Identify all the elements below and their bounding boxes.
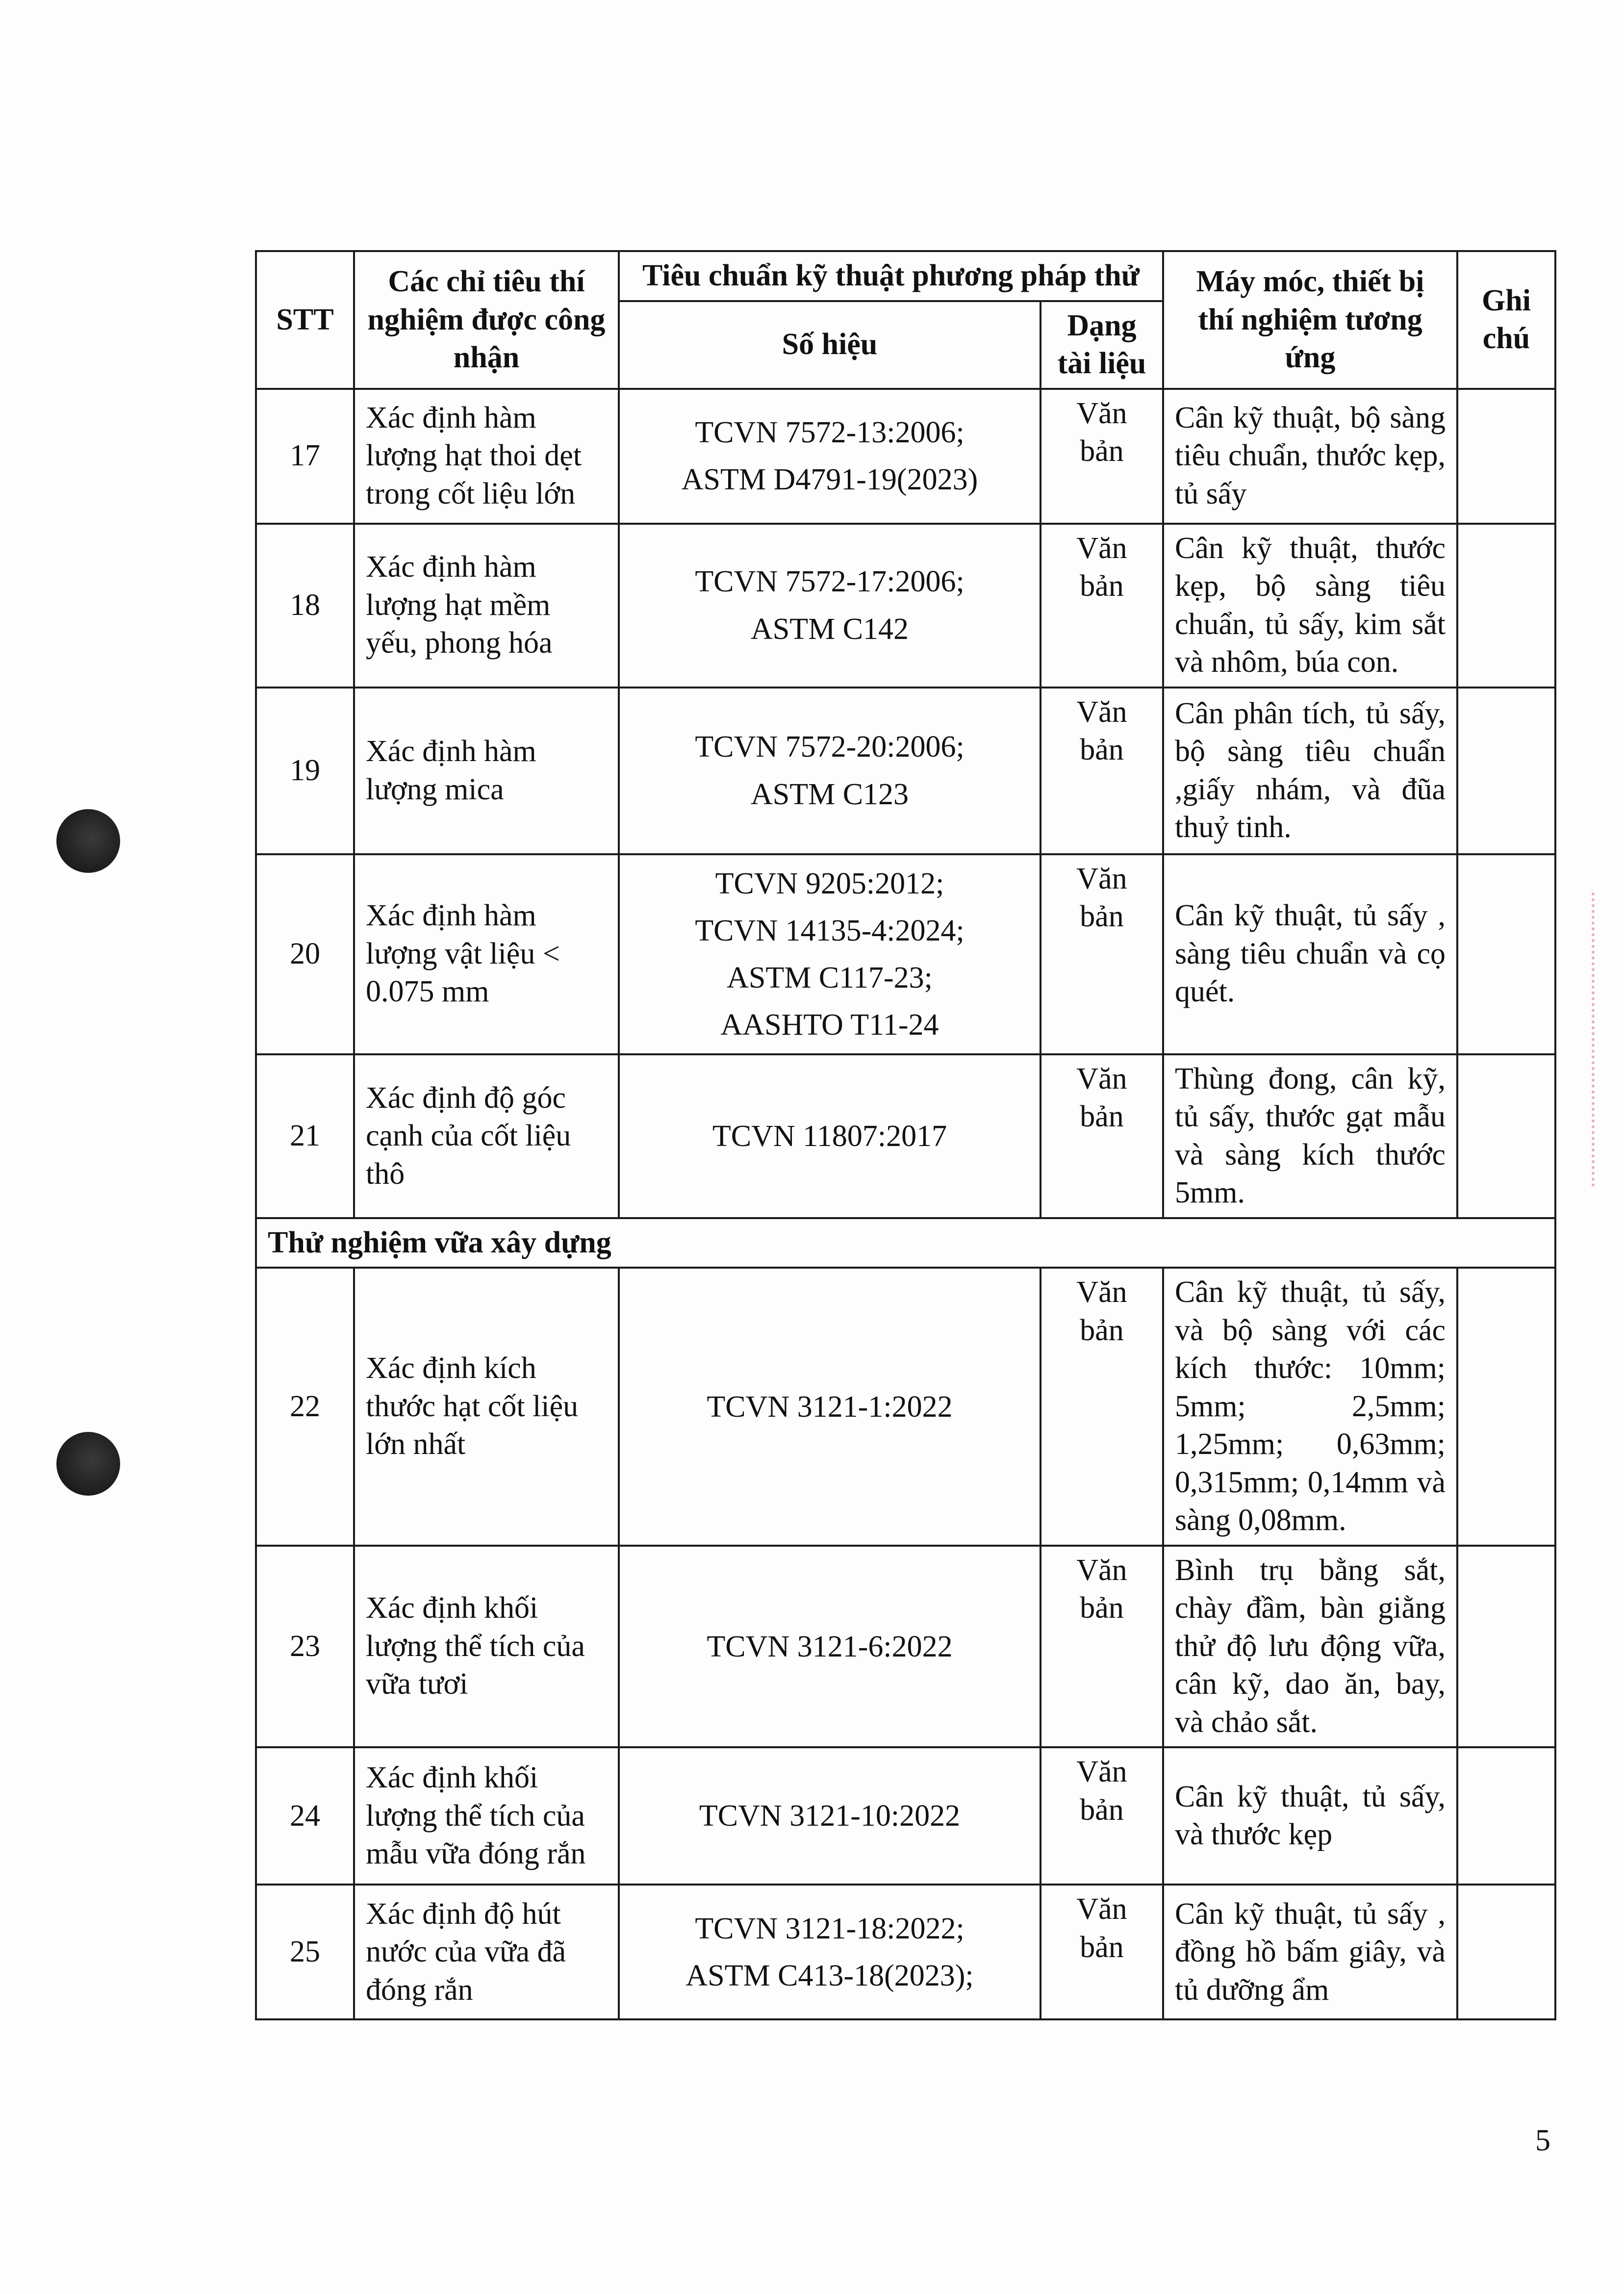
row-codes	[619, 1747, 1040, 1885]
row-equipment: Cân kỹ thuật, tủ sấy , sàng tiêu chuẩn và cọ quét.	[1163, 854, 1457, 1054]
standard-code: TCVN 9205:2012;	[715, 867, 944, 900]
section-row	[256, 1218, 1555, 1268]
row-stt: 17	[256, 389, 354, 524]
row-doc-type: Văn bản	[1040, 1054, 1163, 1218]
punch-hole-top	[56, 809, 120, 873]
table-row	[256, 1885, 1555, 2019]
row-equipment: Cân kỹ thuật, bộ sàng tiêu chuẩn, thước kẹp, tủ sấy	[1163, 389, 1457, 524]
stamp-edge-mark	[1592, 892, 1614, 1187]
row-equipment: Cân kỹ thuật, thước kẹp, bộ sàng tiêu chuẩn, tủ sấy, kim sắt và nhôm, búa con.	[1163, 524, 1457, 688]
header-doc-type: Dạng tài liệu	[1040, 301, 1163, 389]
row-stt: 18	[256, 524, 354, 688]
row-stt: 23	[256, 1546, 354, 1748]
row-codes	[619, 524, 1040, 688]
row-indicator: Xác định khối lượng thể tích của mẫu vữa đóng rắn	[354, 1747, 619, 1885]
row-stt: 24	[256, 1747, 354, 1885]
table-row	[256, 1747, 1555, 1885]
standard-code: TCVN 3121-1:2022	[707, 1390, 953, 1424]
row-equipment: Bình trụ bằng sắt, chày đầm, bàn giằng thử độ lưu động vữa, cân kỹ, dao ăn, bay, và chảo sắt.	[1163, 1546, 1457, 1748]
standard-code: ASTM C142	[750, 612, 909, 646]
row-codes	[619, 854, 1040, 1054]
row-indicator: Xác định hàm lượng vật liệu < 0.075 mm	[354, 854, 619, 1054]
row-doc-type: Văn bản	[1040, 854, 1163, 1054]
header-indicator: Các chỉ tiêu thí nghiệm được công nhận	[354, 251, 619, 389]
row-note	[1457, 524, 1555, 688]
table-row	[256, 524, 1555, 688]
table-body-aggregates	[256, 389, 1555, 1218]
standard-code: TCVN 11807:2017	[712, 1119, 947, 1153]
standard-code: TCVN 7572-20:2006;	[695, 730, 964, 764]
row-indicator: Xác định hàm lượng hạt mềm yếu, phong hóa	[354, 524, 619, 688]
row-equipment: Cân phân tích, tủ sấy, bộ sàng tiêu chuẩn ,giấy nhám, và đũa thuỷ tinh.	[1163, 688, 1457, 854]
table-row	[256, 1546, 1555, 1748]
standard-code: TCVN 3121-10:2022	[699, 1799, 961, 1833]
row-indicator: Xác định độ góc cạnh của cốt liệu thô	[354, 1054, 619, 1218]
row-indicator: Xác định độ hút nước của vữa đã đóng rắn	[354, 1885, 619, 2019]
row-stt: 21	[256, 1054, 354, 1218]
section-mortar	[256, 1218, 1555, 1268]
row-codes	[619, 1546, 1040, 1748]
row-doc-type: Văn bản	[1040, 1747, 1163, 1885]
row-note	[1457, 1546, 1555, 1748]
row-doc-type: Văn bản	[1040, 524, 1163, 688]
row-stt: 22	[256, 1268, 354, 1546]
row-note	[1457, 389, 1555, 524]
standard-code: TCVN 14135-4:2024;	[695, 914, 964, 947]
row-codes	[619, 1885, 1040, 2019]
row-stt: 20	[256, 854, 354, 1054]
section-title: Thử nghiệm vữa xây dựng	[256, 1218, 1555, 1268]
standard-code: ASTM D4791-19(2023)	[681, 463, 978, 496]
standard-code: TCVN 3121-6:2022	[707, 1630, 953, 1663]
standard-code: TCVN 7572-13:2006;	[695, 415, 964, 449]
page-number: 5	[1535, 2124, 1550, 2157]
accredited-tests-table	[255, 250, 1556, 2020]
row-codes	[619, 389, 1040, 524]
row-stt: 19	[256, 688, 354, 854]
row-note	[1457, 1747, 1555, 1885]
row-doc-type: Văn bản	[1040, 688, 1163, 854]
row-doc-type: Văn bản	[1040, 1885, 1163, 2019]
row-doc-type: Văn bản	[1040, 1546, 1163, 1748]
row-indicator: Xác định hàm lượng mica	[354, 688, 619, 854]
row-note	[1457, 1054, 1555, 1218]
row-doc-type: Văn bản	[1040, 1268, 1163, 1546]
standard-code: ASTM C413-18(2023);	[685, 1959, 974, 1992]
row-equipment: Cân kỹ thuật, tủ sấy , đồng hồ bấm giây, và tủ dưỡng ẩm	[1163, 1885, 1457, 2019]
table-body-mortar	[256, 1268, 1555, 2019]
table-row	[256, 688, 1555, 854]
table-row	[256, 854, 1555, 1054]
header-equipment: Máy móc, thiết bị thí nghiệm tương ứng	[1163, 251, 1457, 389]
standard-code: ASTM C117-23;	[727, 961, 933, 994]
standard-code: AASHTO T11-24	[720, 1008, 939, 1042]
row-indicator: Xác định khối lượng thể tích của vữa tươi	[354, 1546, 619, 1748]
row-equipment: Cân kỹ thuật, tủ sấy, và bộ sàng với các kích thước: 10mm; 5mm; 2,5mm; 1,25mm; 0,63mm; 0,315mm; 0,14mm và sàng 0,08mm.	[1163, 1268, 1457, 1546]
standard-code: TCVN 7572-17:2006;	[695, 565, 964, 599]
row-codes	[619, 1054, 1040, 1218]
row-note	[1457, 688, 1555, 854]
table-row	[256, 389, 1555, 524]
row-codes	[619, 1268, 1040, 1546]
row-equipment: Thùng đong, cân kỹ, tủ sấy, thước gạt mẫu và sàng kích thước 5mm.	[1163, 1054, 1457, 1218]
row-note	[1457, 1885, 1555, 2019]
header-code: Số hiệu	[619, 301, 1040, 389]
row-indicator: Xác định hàm lượng hạt thoi dẹt trong cốt liệu lớn	[354, 389, 619, 524]
punch-hole-bottom	[56, 1432, 120, 1496]
table-header	[256, 251, 1555, 389]
header-stt: STT	[256, 251, 354, 389]
row-doc-type: Văn bản	[1040, 389, 1163, 524]
row-equipment: Cân kỹ thuật, tủ sấy, và thước kẹp	[1163, 1747, 1457, 1885]
standard-code: TCVN 3121-18:2022;	[695, 1912, 964, 1945]
header-standard-group: Tiêu chuẩn kỹ thuật phương pháp thử	[619, 251, 1163, 301]
row-indicator: Xác định kích thước hạt cốt liệu lớn nhất	[354, 1268, 619, 1546]
row-note	[1457, 854, 1555, 1054]
header-note: Ghi chú	[1457, 251, 1555, 389]
row-codes	[619, 688, 1040, 854]
row-note	[1457, 1268, 1555, 1546]
row-stt: 25	[256, 1885, 354, 2019]
table-row	[256, 1268, 1555, 1546]
standard-code: ASTM C123	[750, 777, 909, 811]
table-row	[256, 1054, 1555, 1218]
